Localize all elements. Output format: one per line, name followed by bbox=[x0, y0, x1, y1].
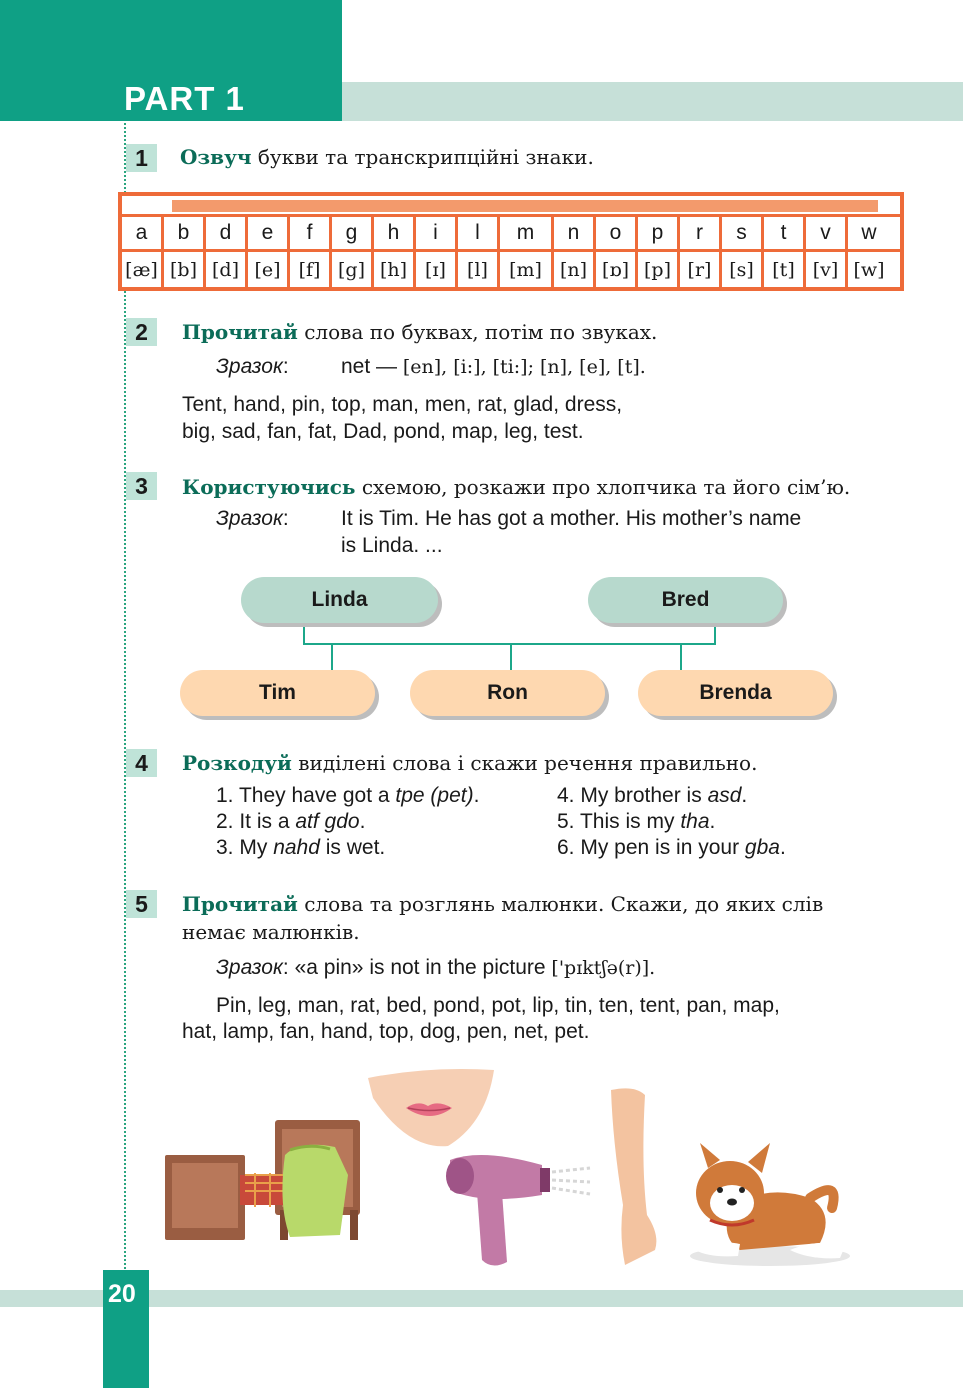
sentence-text: 1. They have got a bbox=[216, 784, 396, 807]
sentence-end: is wet. bbox=[319, 836, 386, 859]
task-2-words-line-2: big, sad, fan, fat, Dad, pond, map, leg, test. bbox=[182, 420, 584, 443]
sentence-text: 3. My bbox=[216, 836, 274, 859]
parent-node-bred: Bred bbox=[588, 577, 783, 623]
sentence-end: . bbox=[359, 810, 366, 833]
sample-label: Зразок bbox=[216, 507, 283, 530]
alphabet-sound-cell: [f] bbox=[290, 252, 332, 288]
task-5-words-line-2: hat, lamp, fan, hand, top, dog, pen, net, pet. bbox=[182, 1020, 590, 1043]
task-5-text: слова та розглянь малюнки. Скажи, до яких слів bbox=[297, 892, 824, 916]
child-node-ron: Ron bbox=[410, 670, 605, 716]
alphabet-letter-cell: o bbox=[596, 217, 638, 249]
task-2-sample bbox=[216, 355, 289, 379]
bed-illustration bbox=[160, 1115, 365, 1245]
alphabet-sound-cell: [v] bbox=[806, 252, 848, 288]
tree-line bbox=[714, 626, 716, 644]
task-1-instruction bbox=[180, 145, 594, 169]
alphabet-sound-cell: [g] bbox=[332, 252, 374, 288]
task-number-4: 4 bbox=[126, 749, 157, 777]
task-2-sample-text bbox=[341, 355, 646, 379]
alphabet-letter-cell: f bbox=[290, 217, 332, 249]
task-5-verb: Прочитай bbox=[182, 892, 298, 916]
alphabet-sound-cell: [h] bbox=[374, 252, 416, 288]
task-number-1: 1 bbox=[126, 144, 157, 172]
task-4-sentence bbox=[557, 836, 786, 860]
tree-line bbox=[680, 643, 682, 670]
sentence-text: 5. This is my bbox=[557, 810, 681, 833]
coded-word: gba bbox=[744, 836, 780, 859]
sample-ipa: ['pɪktʃə(r)]. bbox=[551, 957, 656, 979]
task-4-sentence bbox=[557, 810, 715, 834]
alphabet-letter-cell: n bbox=[554, 217, 596, 249]
alphabet-letter-cell: v bbox=[806, 217, 848, 249]
alphabet-table-bar bbox=[172, 200, 878, 212]
alphabet-sound-cell: [n] bbox=[554, 252, 596, 288]
alphabet-letter-cell: g bbox=[332, 217, 374, 249]
dog-illustration bbox=[670, 1138, 855, 1273]
coded-word: asd bbox=[707, 784, 742, 807]
alphabet-letter-cell: m bbox=[500, 217, 554, 249]
task-2-instruction bbox=[182, 320, 657, 344]
alphabet-letter-cell: s bbox=[722, 217, 764, 249]
alphabet-letter-cell: a bbox=[122, 217, 164, 249]
alphabet-letter-cell: e bbox=[248, 217, 290, 249]
task-number-5: 5 bbox=[126, 890, 157, 918]
sample-text: : «a pin» is not in the picture bbox=[282, 956, 552, 979]
alphabet-sound-cell: [m] bbox=[500, 252, 554, 288]
task-number-2: 2 bbox=[126, 318, 157, 346]
sentence-text: 6. My pen is in your bbox=[557, 836, 745, 859]
alphabet-sound-cell: [e] bbox=[248, 252, 290, 288]
lips-illustration bbox=[368, 1068, 496, 1150]
alphabet-letter-cell: l bbox=[458, 217, 500, 249]
task-4-sentence bbox=[216, 784, 479, 808]
tree-line bbox=[303, 626, 305, 644]
coded-word: atf gdo bbox=[295, 810, 360, 833]
alphabet-sound-cell: [ɪ] bbox=[416, 252, 458, 288]
alphabet-letter-cell: b bbox=[164, 217, 206, 249]
page-number: 20 bbox=[108, 1280, 136, 1308]
child-node-brenda: Brenda bbox=[638, 670, 833, 716]
task-4-sentence bbox=[216, 836, 385, 860]
coded-word: tha bbox=[680, 810, 710, 833]
sample-colon: : bbox=[282, 507, 289, 530]
alphabet-sound-cell: [w] bbox=[853, 259, 885, 281]
alphabet-letter-cell: t bbox=[764, 217, 806, 249]
alphabet-letter-cell: d bbox=[206, 217, 248, 249]
sample-label: Зразок bbox=[216, 956, 283, 979]
alphabet-letter-cell: w bbox=[861, 221, 877, 244]
alphabet-sound-cell: [p] bbox=[638, 252, 680, 288]
alphabet-sound-cell: [b] bbox=[164, 252, 206, 288]
task-3-verb: Користуючись bbox=[182, 475, 356, 499]
sentence-end: . bbox=[741, 784, 748, 807]
alphabet-letters-row bbox=[122, 214, 900, 252]
child-node-tim: Tim bbox=[180, 670, 375, 716]
alphabet-sound-cell: [æ] bbox=[122, 252, 164, 288]
alphabet-letter-cell: r bbox=[680, 217, 722, 249]
alphabet-letter-cell: p bbox=[638, 217, 680, 249]
task-number-3: 3 bbox=[126, 472, 157, 500]
parent-node-linda: Linda bbox=[241, 577, 438, 623]
alphabet-sound-cell: [d] bbox=[206, 252, 248, 288]
task-5-instruction-line-2: немає малюнків. bbox=[182, 920, 360, 944]
task-3-sample bbox=[216, 507, 289, 531]
alphabet-letter-cell: i bbox=[416, 217, 458, 249]
sentence-text: 4. My brother is bbox=[557, 784, 708, 807]
hair-dryer-illustration bbox=[442, 1150, 592, 1270]
task-3-sample-line-1: It is Tim. He has got a mother. His mother’s name bbox=[341, 507, 802, 530]
task-2-verb: Прочитай bbox=[182, 320, 298, 344]
alphabet-letter-cell: h bbox=[374, 217, 416, 249]
coded-word: tpe (pet) bbox=[395, 784, 474, 807]
sentence-text: 2. It is a bbox=[216, 810, 296, 833]
task-5-instruction bbox=[182, 892, 823, 916]
task-4-sentence bbox=[557, 784, 747, 808]
task-5-sample bbox=[216, 956, 655, 980]
sample-word: net — bbox=[341, 355, 403, 378]
task-3-text: схемою, розкажи про хлопчика та його сім’ю. bbox=[355, 475, 851, 499]
alphabet-sounds-row bbox=[122, 252, 900, 288]
sample-colon: : bbox=[282, 355, 289, 378]
alphabet-sound-cell: [ɒ] bbox=[596, 252, 638, 288]
task-4-text: виділені слова і скажи речення правильно. bbox=[291, 751, 758, 775]
sample-label: Зразок bbox=[216, 355, 283, 378]
task-3-sample-line-2: is Linda. ... bbox=[341, 534, 443, 557]
alphabet-table bbox=[118, 192, 904, 291]
task-4-sentence bbox=[216, 810, 365, 834]
header-band bbox=[342, 82, 963, 121]
part-title: PART 1 bbox=[124, 80, 245, 117]
task-1-verb: Озвуч bbox=[180, 145, 252, 169]
task-2-words-line-1: Tent, hand, pin, top, man, men, rat, glad, dress, bbox=[182, 393, 623, 416]
alphabet-sound-cell: [r] bbox=[680, 252, 722, 288]
task-5-words-line-1: Pin, leg, man, rat, bed, pond, pot, lip, tin, ten, tent, pan, map, bbox=[216, 994, 780, 1017]
task-1-text: букви та транскрипційні знаки. bbox=[251, 145, 594, 169]
leg-illustration bbox=[605, 1085, 663, 1270]
tree-line bbox=[510, 643, 512, 670]
coded-word: nahd bbox=[273, 836, 320, 859]
sentence-end: . bbox=[779, 836, 786, 859]
sample-sounds: [en], [i:], [ti:]; [n], [e], [t]. bbox=[402, 356, 646, 378]
alphabet-sound-cell: [s] bbox=[722, 252, 764, 288]
alphabet-sound-cell: [t] bbox=[764, 252, 806, 288]
alphabet-sound-cell: [l] bbox=[458, 252, 500, 288]
margin-dotted-line bbox=[124, 123, 126, 1273]
tree-line bbox=[331, 643, 333, 670]
task-4-instruction bbox=[182, 751, 757, 775]
task-4-verb: Розкодуй bbox=[182, 751, 292, 775]
task-3-instruction bbox=[182, 475, 850, 499]
sentence-end: . bbox=[709, 810, 716, 833]
sentence-end: . bbox=[473, 784, 480, 807]
task-2-text: слова по буквах, потім по звуках. bbox=[297, 320, 658, 344]
